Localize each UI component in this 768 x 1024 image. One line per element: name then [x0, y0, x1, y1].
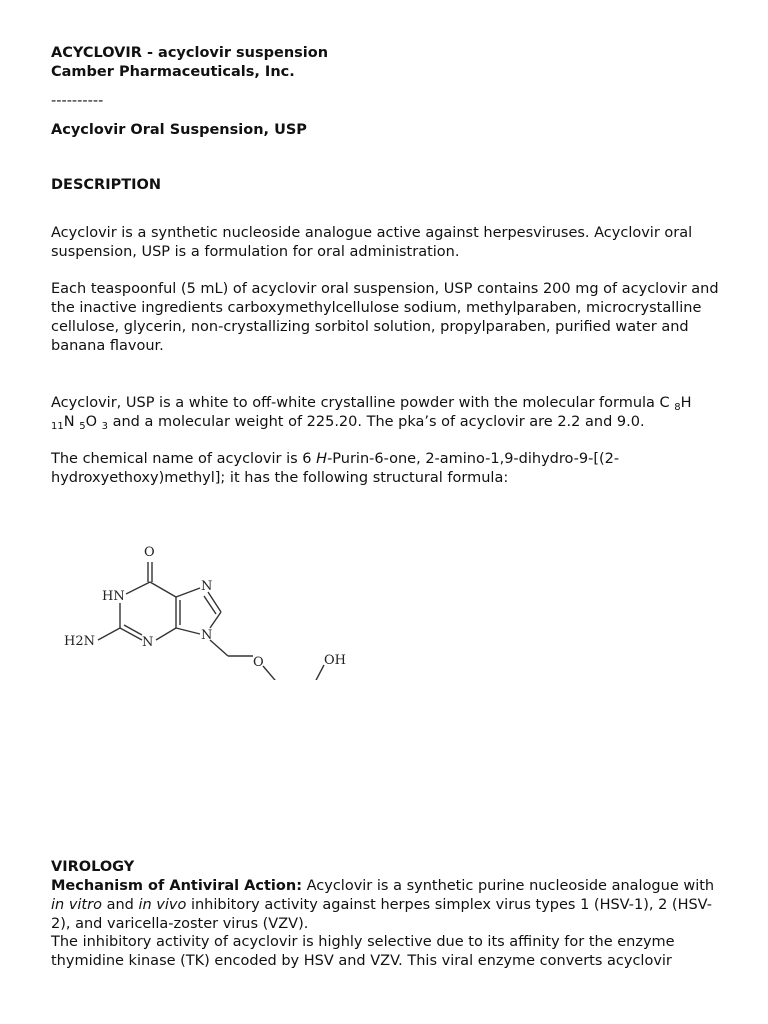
bond-c5-n7 — [176, 588, 200, 597]
label-n-bottom: N — [142, 635, 154, 650]
bond-n9-ch2 — [210, 640, 228, 656]
page-title: Acyclovir Oral Suspension, USP — [51, 122, 307, 138]
document-header — [51, 44, 328, 82]
acyclovir-structural-formula — [58, 540, 358, 680]
bond-n7-c8-double — [204, 596, 216, 614]
bond-n7-c8 — [208, 592, 221, 612]
formula-subscript-o: 3 — [101, 421, 108, 432]
separator: ---------- — [51, 93, 104, 109]
bond-c4-n9 — [176, 628, 200, 634]
virology-paragraph-2: The inhibitory activity of acyclovir is highly selective due to its affinity for the enzyme thymidine kinase (TK) encoded by HSV and VZV. This viral enzyme converts acyclovir — [51, 934, 675, 969]
formula-subscript-n: 5 — [79, 421, 86, 432]
bond-c2-nh2 — [98, 628, 120, 640]
bond-n3-c4 — [156, 628, 176, 640]
label-n9: N — [201, 628, 213, 643]
bond-c8-n9 — [210, 612, 221, 628]
bond-c2-n3-double — [124, 625, 142, 635]
description-paragraph-4: The chemical name of acyclovir is 6 H-Purin-6-one, 2-amino-1,9-dihydro-9-[(2-hydroxyethoxy)methyl]; it has the following structural formula: — [51, 451, 620, 486]
mechanism-label: Mechanism of Antiviral Action: — [51, 878, 302, 894]
bond-c6-c5 — [150, 582, 176, 597]
mechanism-paragraph: Mechanism of Antiviral Action: Acyclovir is a synthetic purine nucleoside analogue with in vitro and in vivo inhibitory activity against herpes simplex virus types 1 (HSV-1), 2 (HSV-2), and varicella-zoster virus (VZV). — [51, 878, 715, 932]
label-hn: HN — [102, 589, 125, 604]
description-paragraph-2: Each teaspoonful (5 mL) of acyclovir oral suspension, USP contains 200 mg of acyclovir and the inactive ingredients carboxymethylcellulose sodium, methylparaben, microcrystalline cellulose, glycerin, non-crystallizing sorbitol solution, propylparaben, purified water and banana flavour. — [51, 281, 719, 354]
description-paragraph-3: Acyclovir, USP is a white to off-white crystalline powder with the molecular formula C $_8$H $_{11}$N $_5$O $_3$ and a molecular weight of 225.20. The pka’s of acyclovir are 2.2 and 9.0. — [51, 395, 692, 432]
description-paragraph-1: Acyclovir is a synthetic nucleoside analogue active against herpesviruses. Acyclovir oral suspension, USP is a formulation for oral administration. — [51, 225, 693, 260]
label-o-top: O — [144, 545, 155, 560]
bond-o-ch2 — [263, 666, 280, 680]
bond-c6-n1 — [126, 582, 150, 594]
product-line: ACYCLOVIR - acyclovir suspension — [51, 45, 329, 61]
label-oh: OH — [324, 653, 346, 668]
formula-subscript-c: 8 — [674, 402, 681, 413]
label-h2n: H2N — [64, 634, 95, 649]
bond-c2-n3 — [120, 628, 142, 640]
formula-subscript-h: 11 — [51, 421, 64, 432]
label-n-top: N — [201, 579, 213, 594]
company-name: Camber Pharmaceuticals, Inc. — [51, 64, 295, 80]
virology-heading: VIROLOGY — [51, 859, 135, 875]
description-heading: DESCRIPTION — [51, 177, 161, 193]
bond-ch2-oh — [313, 665, 324, 680]
label-o-chain: O — [253, 655, 264, 670]
